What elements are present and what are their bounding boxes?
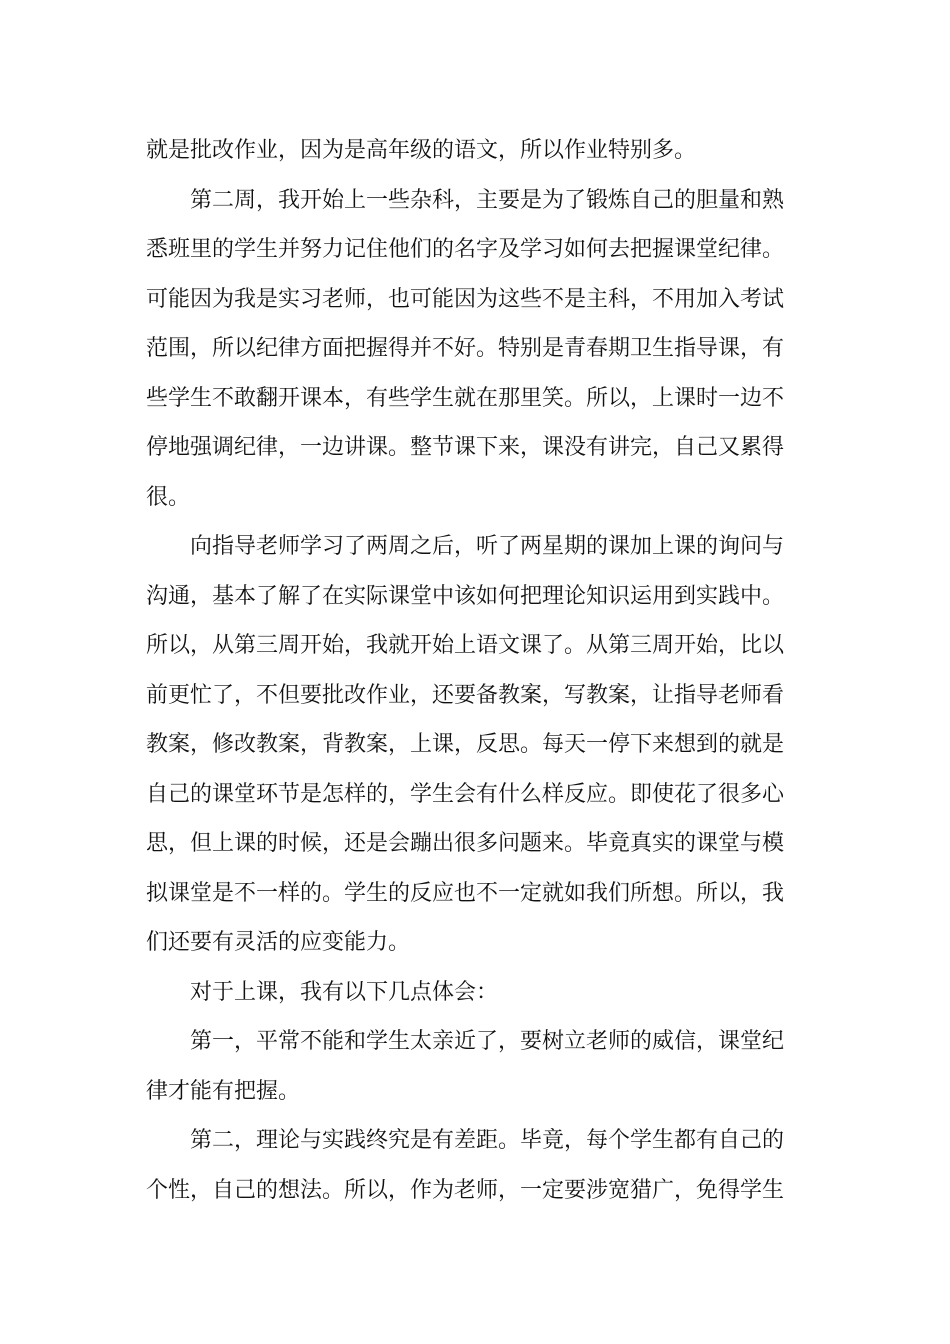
text-line: 悉班里的学生并努力记住他们的名字及学习如何去把握课堂纪律。	[146, 237, 785, 262]
paragraph-start-line: 向指导老师学习了两周之后，听了两星期的课加上课的询问与	[190, 534, 785, 559]
text-line: 个性，自己的想法。所以，作为老师，一定要涉宽猎广，免得学生	[146, 1177, 785, 1203]
text-line: 拟课堂是不一样的。学生的反应也不一定就如我们所想。所以，我	[146, 880, 785, 906]
text-line: 就是批改作业，因为是高年级的语文，所以作业特别多。	[146, 138, 697, 163]
text-line: 前更忙了，不但要批改作业，还要备教案，写教案，让指导老师看	[146, 682, 785, 708]
text-line: 些学生不敢翻开课本，有些学生就在那里笑。所以，上课时一边不	[146, 385, 785, 411]
text-line: 自己的课堂环节是怎样的，学生会有什么样反应。即使花了很多心	[146, 781, 785, 807]
text-line: 所以，从第三周开始，我就开始上语文课了。从第三周开始，比以	[146, 633, 785, 658]
text-line: 们还要有灵活的应变能力。	[146, 930, 411, 955]
text-line: 律才能有把握。	[146, 1078, 301, 1104]
text-line: 教案，修改教案，背教案，上课，反思。每天一停下来想到的就是	[146, 732, 785, 757]
body-text	[146, 126, 806, 1215]
paragraph-start-line: 第二周，我开始上一些杂科，主要是为了锻炼自己的胆量和熟	[190, 187, 785, 213]
text-line: 范围，所以纪律方面把握得并不好。特别是青春期卫生指导课，有	[146, 336, 785, 361]
paragraph-start-line: 对于上课，我有以下几点体会：	[190, 979, 499, 1005]
paragraph-start-line: 第二，理论与实践终究是有差距。毕竟，每个学生都有自己的	[190, 1128, 785, 1153]
text-line: 可能因为我是实习老师，也可能因为这些不是主科，不用加入考试	[146, 286, 785, 312]
text-line: 很。	[146, 484, 191, 510]
text-line: 停地强调纪律，一边讲课。整节课下来，课没有讲完，自己又累得	[146, 435, 785, 460]
paragraph-start-line: 第一，平常不能和学生太亲近了，要树立老师的威信，课堂纪	[190, 1029, 785, 1054]
text-line: 沟通，基本了解了在实际课堂中该如何把理论知识运用到实践中。	[146, 583, 785, 609]
text-line: 思，但上课的时候，还是会蹦出很多问题来。毕竟真实的课堂与模	[146, 831, 785, 856]
